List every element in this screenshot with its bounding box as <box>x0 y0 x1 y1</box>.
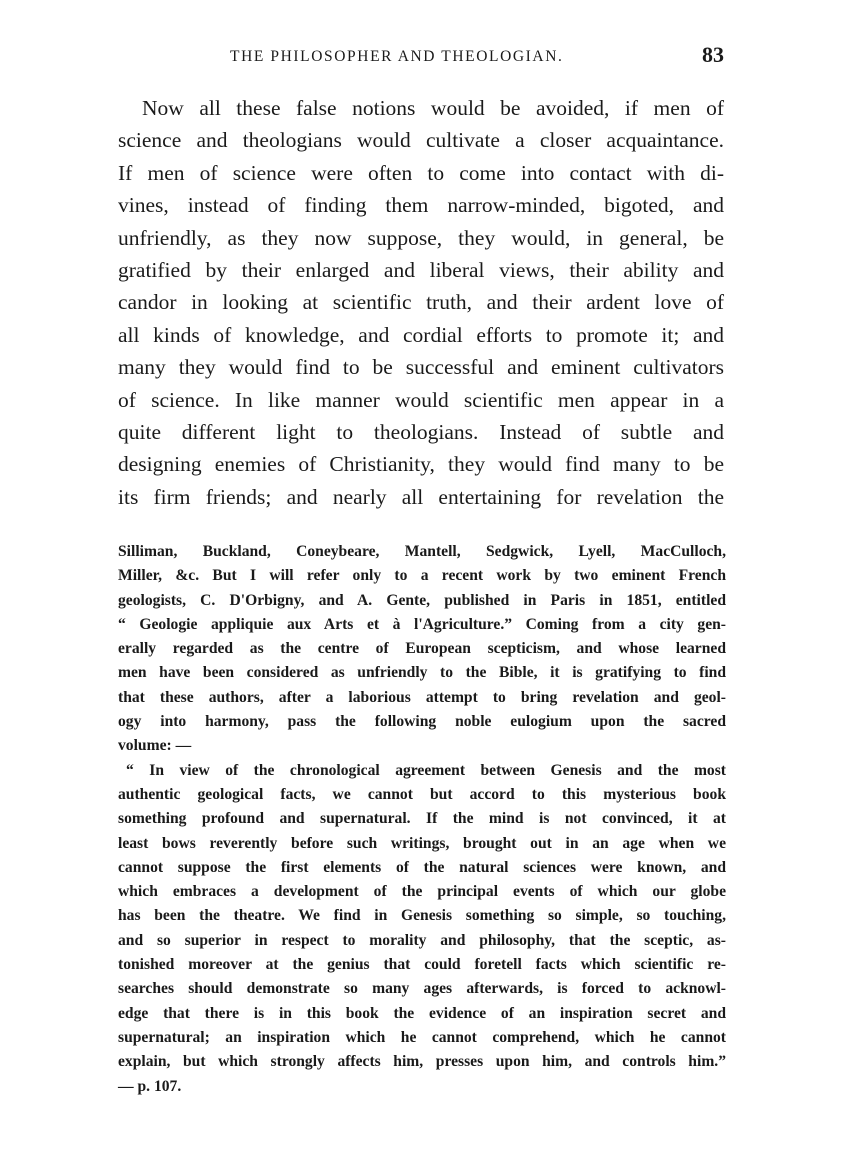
body-line: gratified by their enlarged and liberal views, their ability and <box>118 258 724 283</box>
footnote-quote-line: “ In view of the chronological agreement between Genesis and the most <box>126 761 726 779</box>
footnote-quote-line: something profound and supernatural. If the mind is not convinced, it at <box>118 810 726 828</box>
footnote <box>118 540 726 1099</box>
running-head-title: THE PHILOSOPHER AND THEOLOGIAN. <box>230 48 564 65</box>
footnote-line: geologists, C. D'Orbigny, and A. Gente, published in Paris in 1851, entitled <box>118 591 726 609</box>
body-line: If men of science were often to come into contact with di- <box>118 160 724 185</box>
main-paragraph <box>118 92 724 513</box>
footnote-quote-line: least bows reverently before such writings, brought out in an age when we <box>118 834 726 852</box>
body-line: quite different light to theologians. Instead of subtle and <box>118 420 724 445</box>
footnote-quote-line: has been the theatre. We find in Genesis something so simple, so touching, <box>118 907 726 925</box>
footnote-line: Miller, &c. But I will refer only to a recent work by two eminent French <box>118 567 726 585</box>
body-line: its firm friends; and nearly all entertaining for revelation the <box>118 484 724 509</box>
footnote-line: ogy into harmony, pass the following noble eulogium upon the sacred <box>118 713 726 731</box>
body-line: science and theologians would cultivate a closer acquaintance. <box>118 128 724 153</box>
footnote-quote-line: edge that there is in this book the evidence of an inspiration secret and <box>118 1004 726 1022</box>
body-line: Now all these false notions would be avoided, if men of <box>142 96 724 120</box>
body-line: candor in looking at scientific truth, and their ardent love of <box>118 290 724 315</box>
body-line: vines, instead of finding them narrow-minded, bigoted, and <box>118 193 724 218</box>
footnote-line: Silliman, Buckland, Coneybeare, Mantell, Sedgwick, Lyell, MacCulloch, <box>118 543 726 560</box>
body-line: unfriendly, as they now suppose, they would, in general, be <box>118 225 724 250</box>
footnote-quote-line: searches should demonstrate so many ages afterwards, is forced to acknowl- <box>118 980 726 998</box>
footnote-line: volume: — <box>118 737 192 755</box>
footnote-line: erally regarded as the centre of European scepticism, and whose learned <box>118 640 726 658</box>
body-line: of science. In like manner would scientific men appear in a <box>118 387 724 412</box>
footnote-quote-line: authentic geological facts, we cannot but accord to this mysterious book <box>118 785 726 803</box>
footnote-quote-line: supernatural; an inspiration which he cannot comprehend, which he cannot <box>118 1028 726 1046</box>
body-line: designing enemies of Christianity, they would find many to be <box>118 452 724 477</box>
footnote-line: “ Geologie appliquie aux Arts et à l'Agriculture.” Coming from a city gen- <box>118 615 726 633</box>
body-line: all kinds of knowledge, and cordial efforts to promote it; and <box>118 322 724 347</box>
footnote-citation: — p. 107. <box>118 1077 182 1095</box>
footnote-quote-line: which embraces a development of the principal events of which our globe <box>118 883 726 901</box>
footnote-line: men have been considered as unfriendly to the Bible, it is gratifying to find <box>118 664 726 682</box>
footnote-quote-line: explain, but which strongly affects him, presses upon him, and controls him.” <box>118 1053 726 1071</box>
running-head <box>118 42 724 72</box>
footnote-quote-line: and so superior in respect to morality and philosophy, that the sceptic, as- <box>118 931 726 949</box>
footnote-quote-line: tonished moreover at the genius that could foretell facts which scientific re- <box>118 956 726 974</box>
footnote-line: that these authors, after a laborious attempt to bring revelation and geol- <box>118 688 726 706</box>
body-line: many they would find to be successful and eminent cultivators <box>118 355 724 380</box>
page-number: 83 <box>702 42 724 67</box>
footnote-quote-line: cannot suppose the first elements of the natural sciences were known, and <box>118 858 726 876</box>
